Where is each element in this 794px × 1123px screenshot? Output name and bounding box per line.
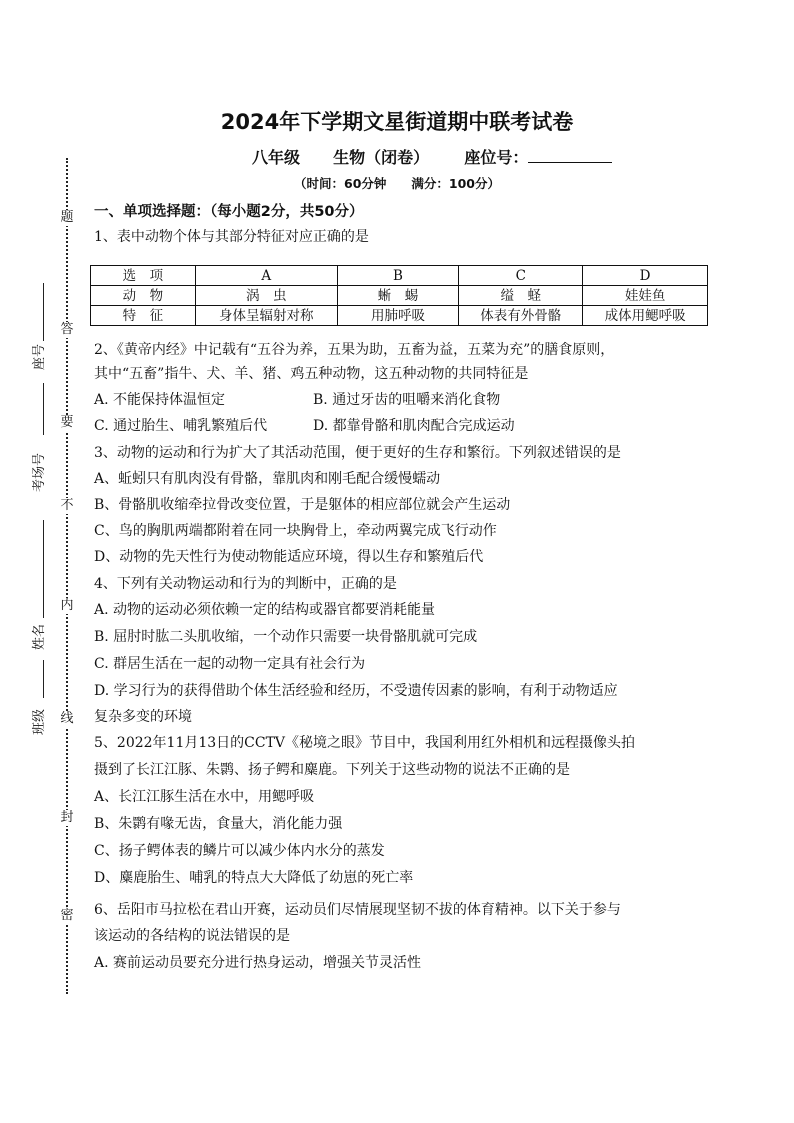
question-2-option-a[interactable]: A. 不能保持体温恒定 (94, 392, 226, 408)
question-3-option-c[interactable]: C、鸟的胸肌两端都附着在同一块胸骨上，牵动两翼完成飞行动作 (94, 523, 497, 539)
binding-dotted-line (66, 158, 68, 994)
table-cell: D (583, 266, 708, 286)
question-4-stem: 4、下列有关动物运动和行为的判断中，正确的是 (94, 576, 397, 592)
question-2-option-d[interactable]: D. 都靠骨骼和肌肉配合完成运动 (313, 418, 515, 434)
subject-label: 生物（闭卷） (333, 148, 430, 167)
exam-subtitle (252, 145, 612, 168)
seat-number-blank[interactable] (43, 283, 44, 341)
table-cell: 涡 虫 (195, 286, 337, 306)
table-row (91, 286, 708, 306)
table-cell: A (195, 266, 337, 286)
question-1-table (90, 265, 708, 326)
table-cell: 缢 蛏 (459, 286, 583, 306)
question-4-option-a[interactable]: A. 动物的运动必须依赖一定的结构或器官都要消耗能量 (94, 602, 436, 618)
question-3-option-d[interactable]: D、动物的先天性行为使动物能适应环境，得以生存和繁殖后代 (94, 549, 484, 565)
question-5-stem: 5、2022年11月13日的CCTV《秘境之眼》节目中，我国利用红外相机和远程摄像头拍 (94, 735, 636, 751)
seat-number-label: 座号 (32, 343, 47, 370)
name-label: 姓名 (32, 623, 47, 650)
table-cell: 蜥 蜴 (337, 286, 459, 306)
question-5-option-c[interactable]: C、扬子鳄体表的鳞片可以减少体内水分的蒸发 (94, 843, 385, 859)
table-cell: 成体用鳃呼吸 (583, 306, 708, 326)
table-row (91, 306, 708, 326)
margin-char: 要 (60, 415, 74, 430)
table-cell: 用肺呼吸 (337, 306, 459, 326)
question-2-option-b[interactable]: B. 通过牙齿的咀嚼来消化食物 (313, 392, 501, 408)
table-cell: 特 征 (91, 306, 196, 326)
question-6-stem: 该运动的各结构的说法错误的是 (94, 928, 290, 944)
margin-char: 密 (60, 908, 74, 923)
name-blank[interactable] (43, 520, 44, 618)
margin-char: 题 (60, 210, 74, 225)
question-3-stem: 3、动物的运动和行为扩大了其活动范围，便于更好的生存和繁衍。下列叙述错误的是 (94, 445, 621, 461)
exam-title: 2024年下学期文星街道期中联考试卷 (220, 110, 574, 134)
exam-time-info: （时间：60分钟 满分：100分） (294, 176, 500, 191)
question-2-stem: 其中“五畜”指牛、犬、羊、猪、鸡五种动物，这五种动物的共同特征是 (94, 366, 529, 382)
section-title: 一、单项选择题：（每小题2分，共50分） (94, 204, 364, 220)
margin-char: 不 (60, 498, 74, 513)
table-cell: 体表有外骨骼 (459, 306, 583, 326)
question-3-option-a[interactable]: A、蚯蚓只有肌肉没有骨骼，靠肌肉和刚毛配合缓慢蠕动 (94, 471, 441, 487)
margin-char: 内 (60, 598, 74, 613)
class-blank[interactable] (43, 660, 44, 698)
exam-room-blank[interactable] (43, 383, 44, 435)
class-label: 班级 (32, 708, 47, 735)
seat-label: 座位号： (464, 148, 529, 167)
exam-room-label: 考场号 (32, 452, 47, 492)
question-6-stem: 6、岳阳市马拉松在君山开赛，运动员们尽情展现坚韧不拔的体育精神。以下关于参与 (94, 902, 621, 918)
table-cell: 动 物 (91, 286, 196, 306)
question-1-stem: 1、表中动物个体与其部分特征对应正确的是 (94, 229, 369, 245)
table-cell: 娃娃鱼 (583, 286, 708, 306)
question-5-option-d[interactable]: D、麋鹿胎生、哺乳的特点大大降低了幼崽的死亡率 (94, 870, 414, 886)
grade-label: 八年级 (252, 148, 301, 167)
question-4-option-d[interactable]: D. 学习行为的获得借助个体生活经验和经历，不受遗传因素的影响，有利于动物适应 (94, 683, 618, 699)
question-5-option-a[interactable]: A、长江江豚生活在水中，用鳃呼吸 (94, 789, 315, 805)
margin-char: 线 (60, 711, 74, 726)
table-cell: B (337, 266, 459, 286)
margin-char: 答 (60, 322, 74, 337)
question-5-stem: 摄到了长江江豚、朱鹮、扬子鳄和麋鹿。下列关于这些动物的说法不正确的是 (94, 762, 570, 778)
table-cell: C (459, 266, 583, 286)
table-header-row (91, 266, 708, 286)
question-4-option-d-cont: 复杂多变的环境 (94, 709, 192, 725)
question-2-option-c[interactable]: C. 通过胎生、哺乳繁殖后代 (94, 418, 268, 434)
question-5-option-b[interactable]: B、朱鹮有喙无齿，食量大，消化能力强 (94, 816, 343, 832)
question-4-option-b[interactable]: B. 屈肘时肱二头肌收缩，一个动作只需要一块骨骼肌就可完成 (94, 629, 478, 645)
question-2-stem: 2、《黄帝内经》中记载有“五谷为养，五果为助，五畜为益，五菜为充”的膳食原则， (94, 342, 615, 358)
question-3-option-b[interactable]: B、骨骼肌收缩牵拉骨改变位置，于是躯体的相应部位就会产生运动 (94, 497, 511, 513)
question-6-option-a[interactable]: A. 赛前运动员要充分进行热身运动，增强关节灵活性 (94, 955, 422, 971)
table-cell: 选 项 (91, 266, 196, 286)
margin-char: 封 (60, 810, 74, 825)
seat-number-field[interactable] (528, 148, 612, 163)
table-cell: 身体呈辐射对称 (195, 306, 337, 326)
question-4-option-c[interactable]: C. 群居生活在一起的动物一定具有社会行为 (94, 656, 366, 672)
